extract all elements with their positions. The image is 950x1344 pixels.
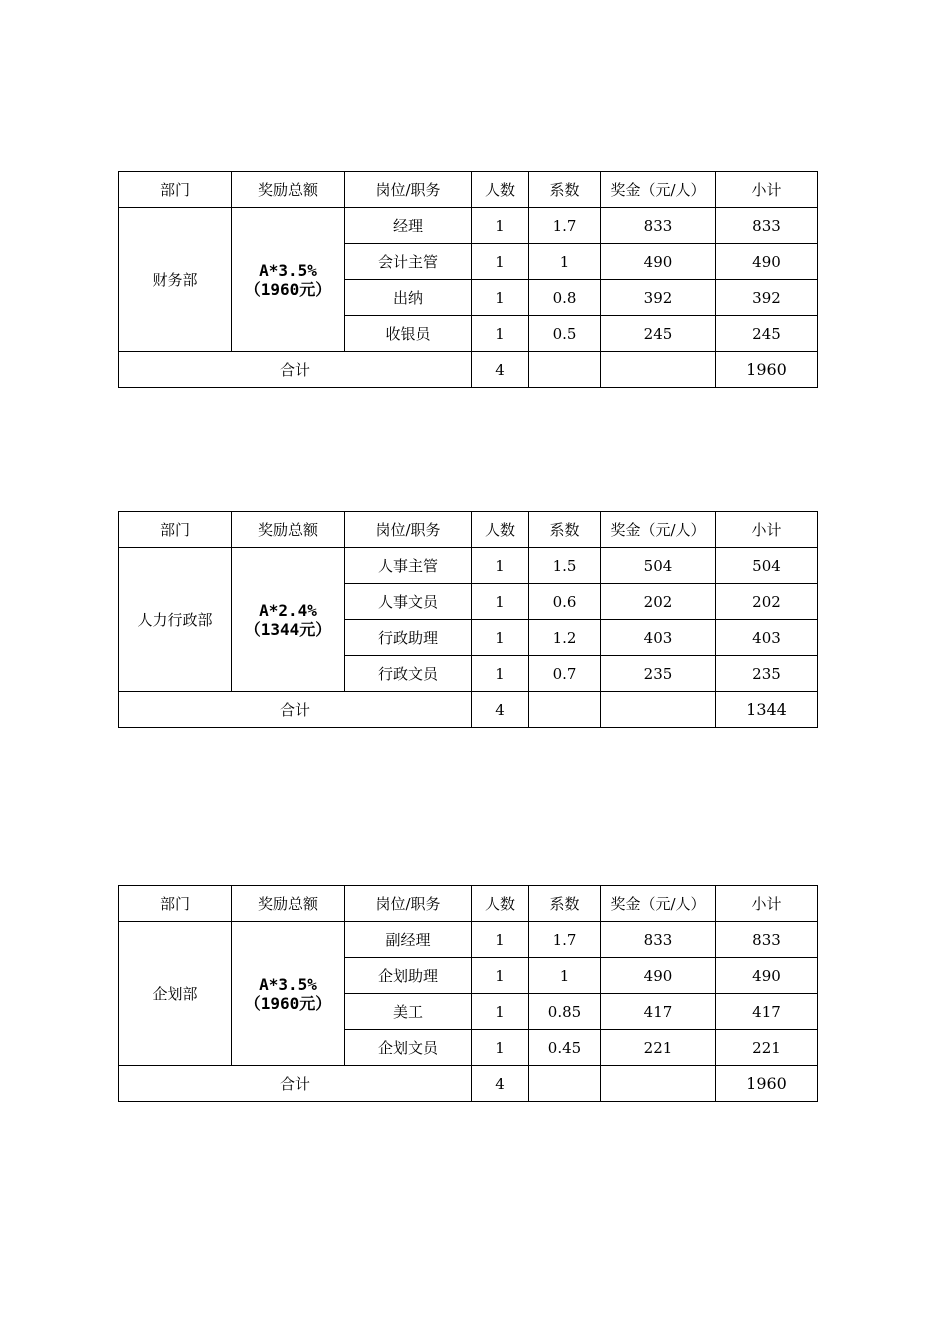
total-label: 合计 bbox=[119, 352, 472, 388]
total-bonus-empty bbox=[601, 692, 716, 728]
subtotal-cell: 833 bbox=[716, 922, 818, 958]
header-department: 部门 bbox=[119, 886, 232, 922]
department-name: 企划部 bbox=[119, 922, 232, 1066]
header-bonus-per-person: 奖金（元/人） bbox=[601, 886, 716, 922]
coefficient-cell: 0.5 bbox=[529, 316, 601, 352]
coefficient-cell: 1 bbox=[529, 244, 601, 280]
subtotal-cell: 490 bbox=[716, 244, 818, 280]
subtotal-cell: 490 bbox=[716, 958, 818, 994]
header-coefficient: 系数 bbox=[529, 172, 601, 208]
count-cell: 1 bbox=[472, 958, 529, 994]
total-coefficient-empty bbox=[529, 1066, 601, 1102]
subtotal-cell: 245 bbox=[716, 316, 818, 352]
reward-total-amount: （1960元） bbox=[244, 993, 332, 1013]
department-name: 人力行政部 bbox=[119, 548, 232, 692]
position-cell: 人事文员 bbox=[345, 584, 472, 620]
position-cell: 出纳 bbox=[345, 280, 472, 316]
total-count: 4 bbox=[472, 692, 529, 728]
total-count: 4 bbox=[472, 1066, 529, 1102]
count-cell: 1 bbox=[472, 244, 529, 280]
total-coefficient-empty bbox=[529, 692, 601, 728]
header-reward-total: 奖励总额 bbox=[232, 512, 345, 548]
total-bonus-empty bbox=[601, 352, 716, 388]
total-coefficient-empty bbox=[529, 352, 601, 388]
subtotal-cell: 235 bbox=[716, 656, 818, 692]
reward-total-cell bbox=[232, 922, 345, 1066]
bonus-table-planning bbox=[118, 885, 818, 1102]
bonus-cell: 504 bbox=[601, 548, 716, 584]
reward-formula: A*3.5% bbox=[259, 260, 317, 280]
reward-formula: A*2.4% bbox=[259, 600, 317, 620]
bonus-cell: 245 bbox=[601, 316, 716, 352]
count-cell: 1 bbox=[472, 584, 529, 620]
bonus-cell: 221 bbox=[601, 1030, 716, 1066]
count-cell: 1 bbox=[472, 922, 529, 958]
coefficient-cell: 1.5 bbox=[529, 548, 601, 584]
bonus-table-hr-admin bbox=[118, 511, 818, 728]
subtotal-cell: 504 bbox=[716, 548, 818, 584]
subtotal-cell: 833 bbox=[716, 208, 818, 244]
position-cell: 美工 bbox=[345, 994, 472, 1030]
coefficient-cell: 1.2 bbox=[529, 620, 601, 656]
bonus-cell: 490 bbox=[601, 244, 716, 280]
header-position: 岗位/职务 bbox=[345, 512, 472, 548]
table-row bbox=[119, 922, 818, 958]
total-label: 合计 bbox=[119, 1066, 472, 1102]
position-cell: 行政助理 bbox=[345, 620, 472, 656]
total-count: 4 bbox=[472, 352, 529, 388]
subtotal-cell: 417 bbox=[716, 994, 818, 1030]
header-count: 人数 bbox=[472, 172, 529, 208]
header-department: 部门 bbox=[119, 172, 232, 208]
subtotal-cell: 202 bbox=[716, 584, 818, 620]
count-cell: 1 bbox=[472, 548, 529, 584]
position-cell: 收银员 bbox=[345, 316, 472, 352]
position-cell: 行政文员 bbox=[345, 656, 472, 692]
position-cell: 人事主管 bbox=[345, 548, 472, 584]
coefficient-cell: 1.7 bbox=[529, 208, 601, 244]
count-cell: 1 bbox=[472, 208, 529, 244]
total-subtotal: 1960 bbox=[716, 352, 818, 388]
total-subtotal: 1960 bbox=[716, 1066, 818, 1102]
total-bonus-empty bbox=[601, 1066, 716, 1102]
count-cell: 1 bbox=[472, 656, 529, 692]
total-row bbox=[119, 352, 818, 388]
count-cell: 1 bbox=[472, 620, 529, 656]
position-cell: 企划文员 bbox=[345, 1030, 472, 1066]
header-reward-total: 奖励总额 bbox=[232, 886, 345, 922]
bonus-cell: 833 bbox=[601, 922, 716, 958]
count-cell: 1 bbox=[472, 280, 529, 316]
bonus-cell: 202 bbox=[601, 584, 716, 620]
count-cell: 1 bbox=[472, 1030, 529, 1066]
table-row bbox=[119, 208, 818, 244]
bonus-cell: 833 bbox=[601, 208, 716, 244]
header-count: 人数 bbox=[472, 886, 529, 922]
total-subtotal: 1344 bbox=[716, 692, 818, 728]
department-name: 财务部 bbox=[119, 208, 232, 352]
total-row bbox=[119, 692, 818, 728]
subtotal-cell: 403 bbox=[716, 620, 818, 656]
position-cell: 会计主管 bbox=[345, 244, 472, 280]
count-cell: 1 bbox=[472, 316, 529, 352]
header-count: 人数 bbox=[472, 512, 529, 548]
bonus-cell: 392 bbox=[601, 280, 716, 316]
header-row bbox=[119, 172, 818, 208]
reward-total-amount: （1960元） bbox=[244, 279, 332, 299]
bonus-cell: 490 bbox=[601, 958, 716, 994]
reward-formula: A*3.5% bbox=[259, 974, 317, 994]
coefficient-cell: 0.6 bbox=[529, 584, 601, 620]
header-coefficient: 系数 bbox=[529, 886, 601, 922]
bonus-cell: 235 bbox=[601, 656, 716, 692]
header-row bbox=[119, 886, 818, 922]
header-department: 部门 bbox=[119, 512, 232, 548]
coefficient-cell: 0.45 bbox=[529, 1030, 601, 1066]
reward-total-cell bbox=[232, 548, 345, 692]
position-cell: 副经理 bbox=[345, 922, 472, 958]
header-subtotal: 小计 bbox=[716, 512, 818, 548]
coefficient-cell: 1 bbox=[529, 958, 601, 994]
coefficient-cell: 0.85 bbox=[529, 994, 601, 1030]
subtotal-cell: 392 bbox=[716, 280, 818, 316]
coefficient-cell: 0.7 bbox=[529, 656, 601, 692]
header-coefficient: 系数 bbox=[529, 512, 601, 548]
count-cell: 1 bbox=[472, 994, 529, 1030]
position-cell: 企划助理 bbox=[345, 958, 472, 994]
header-bonus-per-person: 奖金（元/人） bbox=[601, 172, 716, 208]
bonus-cell: 403 bbox=[601, 620, 716, 656]
header-reward-total: 奖励总额 bbox=[232, 172, 345, 208]
header-row bbox=[119, 512, 818, 548]
reward-total-cell bbox=[232, 208, 345, 352]
subtotal-cell: 221 bbox=[716, 1030, 818, 1066]
header-bonus-per-person: 奖金（元/人） bbox=[601, 512, 716, 548]
reward-total-amount: （1344元） bbox=[244, 619, 332, 639]
table-row bbox=[119, 548, 818, 584]
bonus-cell: 417 bbox=[601, 994, 716, 1030]
header-subtotal: 小计 bbox=[716, 172, 818, 208]
coefficient-cell: 0.8 bbox=[529, 280, 601, 316]
coefficient-cell: 1.7 bbox=[529, 922, 601, 958]
header-position: 岗位/职务 bbox=[345, 172, 472, 208]
header-position: 岗位/职务 bbox=[345, 886, 472, 922]
position-cell: 经理 bbox=[345, 208, 472, 244]
bonus-table-finance bbox=[118, 171, 818, 388]
total-label: 合计 bbox=[119, 692, 472, 728]
total-row bbox=[119, 1066, 818, 1102]
header-subtotal: 小计 bbox=[716, 886, 818, 922]
